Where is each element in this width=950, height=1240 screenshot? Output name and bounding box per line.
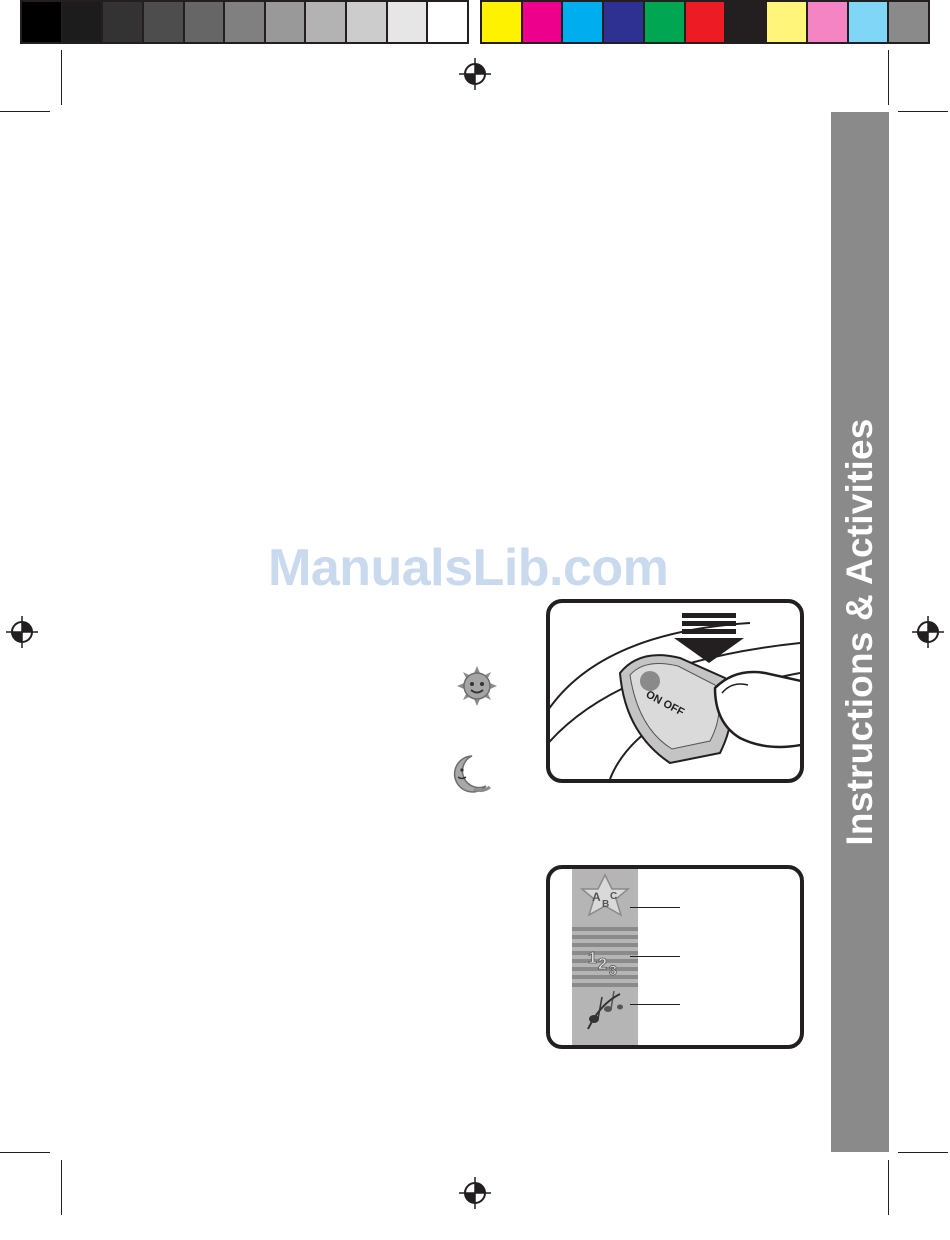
color-calibration-bar bbox=[480, 0, 930, 44]
svg-text:B: B bbox=[602, 899, 610, 910]
color-swatch bbox=[645, 2, 686, 42]
color-swatch bbox=[889, 2, 928, 42]
crop-mark bbox=[888, 50, 889, 105]
switch-body bbox=[620, 655, 731, 763]
color-swatch bbox=[808, 2, 849, 42]
color-swatch bbox=[388, 2, 429, 42]
registration-mark-icon bbox=[911, 615, 945, 649]
svg-text:C: C bbox=[610, 891, 618, 902]
music-notes-icon bbox=[588, 991, 623, 1029]
crop-mark bbox=[0, 1152, 50, 1153]
registration-mark-icon bbox=[458, 57, 492, 91]
svg-text:1: 1 bbox=[588, 950, 597, 967]
registration-mark-icon bbox=[5, 615, 39, 649]
color-swatch bbox=[686, 2, 727, 42]
mode-selector-illustration bbox=[546, 865, 804, 1049]
color-swatch bbox=[604, 2, 645, 42]
color-swatch bbox=[22, 2, 63, 42]
color-swatch bbox=[767, 2, 808, 42]
watermark: ManualsLib.com bbox=[268, 539, 669, 597]
grayscale-calibration-bar bbox=[20, 0, 469, 44]
color-swatch bbox=[523, 2, 564, 42]
color-swatch bbox=[103, 2, 144, 42]
svg-text:2: 2 bbox=[598, 956, 607, 973]
svg-text:A: A bbox=[592, 890, 601, 904]
switch-label: ON OFF bbox=[643, 688, 687, 719]
abc-star-icon bbox=[582, 875, 628, 915]
color-swatch bbox=[347, 2, 388, 42]
crop-mark bbox=[61, 1160, 62, 1215]
leader-line bbox=[630, 1004, 680, 1005]
color-swatch bbox=[726, 2, 767, 42]
color-swatch bbox=[563, 2, 604, 42]
down-arrow-icon bbox=[674, 613, 744, 663]
color-swatch bbox=[482, 2, 523, 42]
on-off-switch-illustration bbox=[546, 599, 804, 783]
leader-line bbox=[630, 907, 680, 908]
crop-mark bbox=[61, 50, 62, 105]
moon-icon bbox=[446, 753, 492, 795]
svg-text:3: 3 bbox=[609, 962, 617, 978]
color-swatch bbox=[144, 2, 185, 42]
color-swatch bbox=[306, 2, 347, 42]
sun-icon bbox=[456, 665, 498, 707]
crop-mark bbox=[888, 1160, 889, 1215]
color-swatch bbox=[428, 2, 467, 42]
color-swatch bbox=[63, 2, 104, 42]
color-swatch bbox=[849, 2, 890, 42]
section-title: Instructions & Activities bbox=[839, 418, 880, 846]
leader-line bbox=[630, 956, 680, 957]
color-swatch bbox=[185, 2, 226, 42]
registration-mark-icon bbox=[458, 1176, 492, 1210]
crop-mark bbox=[898, 1152, 948, 1153]
color-swatch bbox=[225, 2, 266, 42]
crop-mark bbox=[0, 111, 50, 112]
crop-mark bbox=[898, 111, 948, 112]
color-swatch bbox=[266, 2, 307, 42]
